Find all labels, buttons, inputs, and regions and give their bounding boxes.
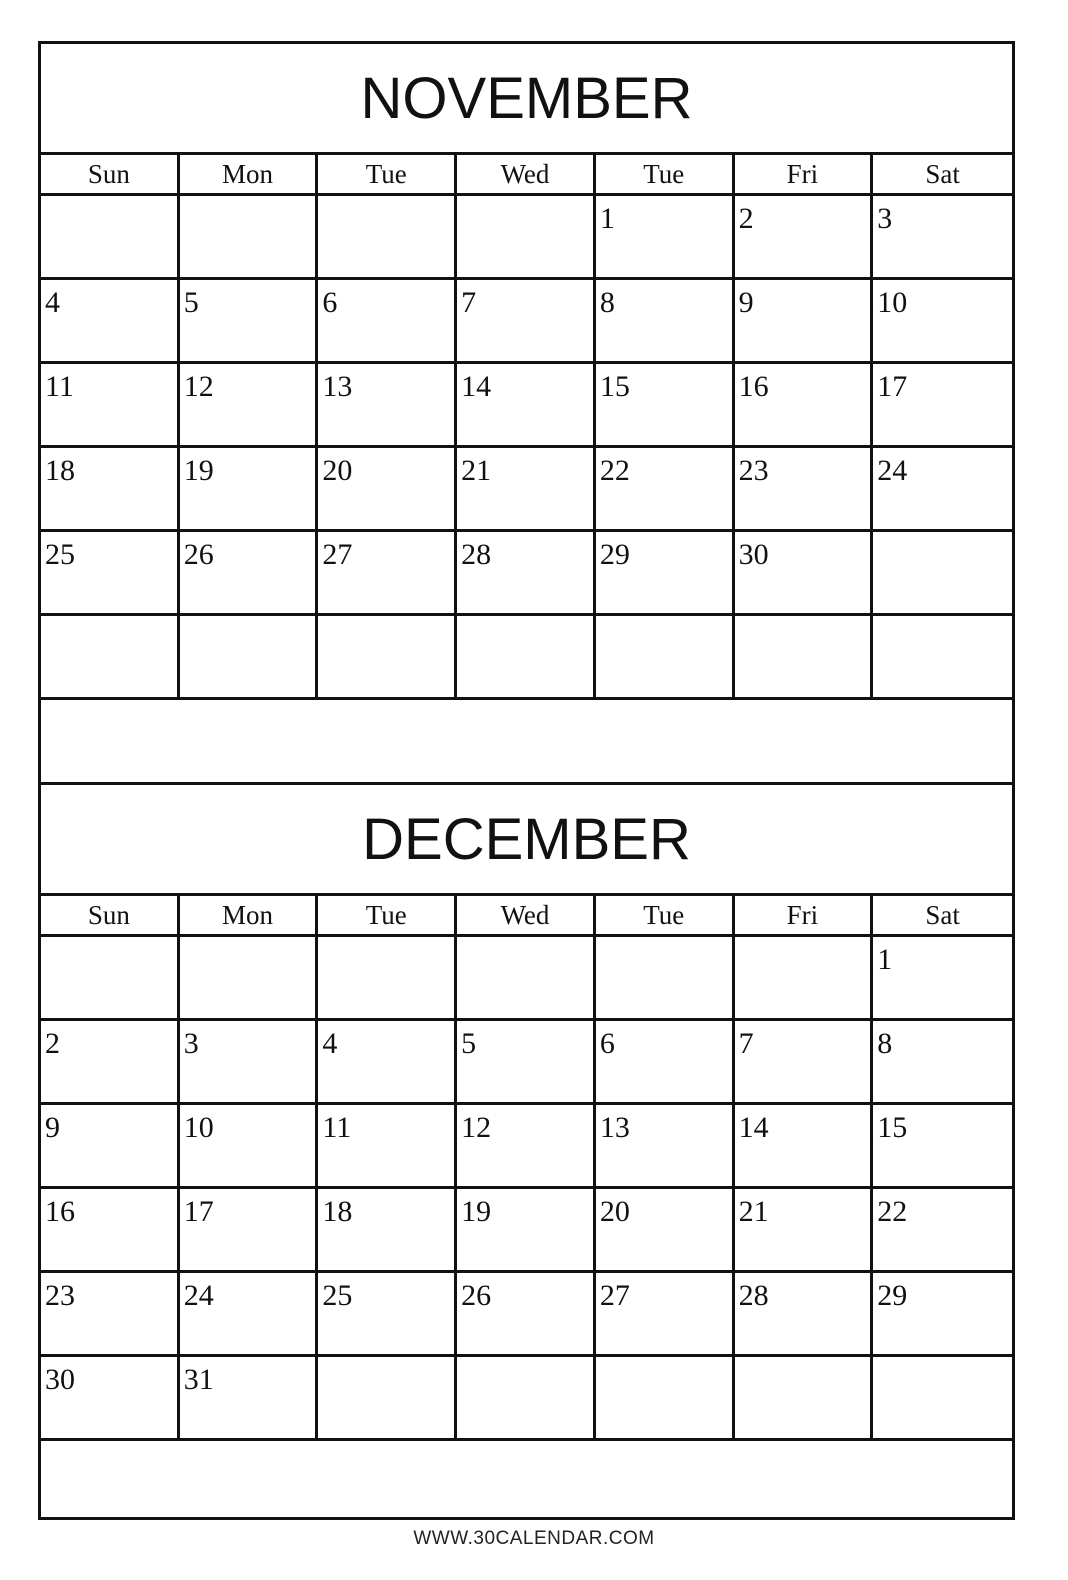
day-cell: 18 (41, 448, 180, 532)
day-cell: 13 (596, 1105, 735, 1189)
day-cell: 4 (318, 1021, 457, 1105)
day-cell: 8 (596, 280, 735, 364)
weekday-header: Tue (318, 155, 457, 196)
day-cell: 23 (41, 1273, 180, 1357)
day-cell (596, 937, 735, 1021)
day-cell: 22 (873, 1189, 1012, 1273)
weekday-header: Wed (457, 155, 596, 196)
weekday-header: Tue (596, 896, 735, 937)
day-cell (873, 532, 1012, 616)
day-cell: 20 (596, 1189, 735, 1273)
day-cell: 30 (735, 532, 874, 616)
day-cell: 7 (735, 1021, 874, 1105)
day-cell (735, 616, 874, 700)
day-cell (180, 196, 319, 280)
day-cell: 19 (180, 448, 319, 532)
weekday-header: Wed (457, 896, 596, 937)
weekday-header: Mon (180, 896, 319, 937)
month-title-december: DECEMBER (362, 806, 691, 872)
weekday-header: Fri (735, 896, 874, 937)
weekday-header: Sat (873, 896, 1012, 937)
day-cell: 14 (735, 1105, 874, 1189)
day-cell: 10 (180, 1105, 319, 1189)
month-grid-december (41, 893, 1012, 1441)
day-cell: 15 (873, 1105, 1012, 1189)
day-cell: 19 (457, 1189, 596, 1273)
weekday-header: Tue (596, 155, 735, 196)
day-cell: 28 (735, 1273, 874, 1357)
footer-website: WWW.30CALENDAR.COM (413, 1528, 655, 1549)
day-cell: 26 (457, 1273, 596, 1357)
day-cell: 2 (735, 196, 874, 280)
day-cell: 9 (41, 1105, 180, 1189)
spacer-row (41, 701, 1012, 785)
day-cell (180, 616, 319, 700)
day-cell: 10 (873, 280, 1012, 364)
day-cell: 27 (318, 532, 457, 616)
day-cell (318, 937, 457, 1021)
day-cell: 25 (41, 532, 180, 616)
day-cell (873, 616, 1012, 700)
day-cell: 11 (318, 1105, 457, 1189)
day-cell: 16 (41, 1189, 180, 1273)
day-cell: 12 (457, 1105, 596, 1189)
day-cell: 28 (457, 532, 596, 616)
day-cell (457, 1357, 596, 1441)
day-cell (180, 937, 319, 1021)
day-cell: 16 (735, 364, 874, 448)
day-cell (41, 937, 180, 1021)
day-cell: 17 (873, 364, 1012, 448)
day-cell: 22 (596, 448, 735, 532)
day-cell (318, 1357, 457, 1441)
day-cell: 24 (180, 1273, 319, 1357)
weekday-header: Fri (735, 155, 874, 196)
day-cell: 29 (596, 532, 735, 616)
day-cell (318, 616, 457, 700)
day-cell (596, 616, 735, 700)
weekday-header: Sun (41, 896, 180, 937)
day-cell (318, 196, 457, 280)
day-cell: 3 (180, 1021, 319, 1105)
day-cell: 27 (596, 1273, 735, 1357)
day-cell (735, 1357, 874, 1441)
day-cell: 15 (596, 364, 735, 448)
month-title-november: NOVEMBER (360, 65, 693, 131)
weekday-header: Sat (873, 155, 1012, 196)
day-cell: 6 (596, 1021, 735, 1105)
day-cell: 1 (596, 196, 735, 280)
day-cell: 21 (735, 1189, 874, 1273)
day-cell: 3 (873, 196, 1012, 280)
day-cell (735, 937, 874, 1021)
day-cell: 1 (873, 937, 1012, 1021)
day-cell: 18 (318, 1189, 457, 1273)
day-cell: 6 (318, 280, 457, 364)
day-cell: 31 (180, 1357, 319, 1441)
weekday-header: Tue (318, 896, 457, 937)
day-cell: 9 (735, 280, 874, 364)
day-cell (41, 616, 180, 700)
day-cell: 24 (873, 448, 1012, 532)
day-cell (596, 1357, 735, 1441)
day-cell (873, 1357, 1012, 1441)
month-grid-november (41, 152, 1012, 700)
day-cell: 26 (180, 532, 319, 616)
day-cell: 17 (180, 1189, 319, 1273)
day-cell: 21 (457, 448, 596, 532)
calendar-frame (38, 41, 1015, 1520)
day-cell: 25 (318, 1273, 457, 1357)
day-cell: 29 (873, 1273, 1012, 1357)
day-cell: 4 (41, 280, 180, 364)
day-cell: 5 (180, 280, 319, 364)
weekday-header: Sun (41, 155, 180, 196)
day-cell (457, 616, 596, 700)
day-cell: 7 (457, 280, 596, 364)
day-cell: 13 (318, 364, 457, 448)
day-cell: 23 (735, 448, 874, 532)
day-cell: 5 (457, 1021, 596, 1105)
day-cell: 14 (457, 364, 596, 448)
day-cell: 11 (41, 364, 180, 448)
day-cell: 12 (180, 364, 319, 448)
day-cell (41, 196, 180, 280)
day-cell (457, 196, 596, 280)
day-cell: 2 (41, 1021, 180, 1105)
day-cell: 30 (41, 1357, 180, 1441)
day-cell: 20 (318, 448, 457, 532)
day-cell: 8 (873, 1021, 1012, 1105)
weekday-header: Mon (180, 155, 319, 196)
day-cell (457, 937, 596, 1021)
